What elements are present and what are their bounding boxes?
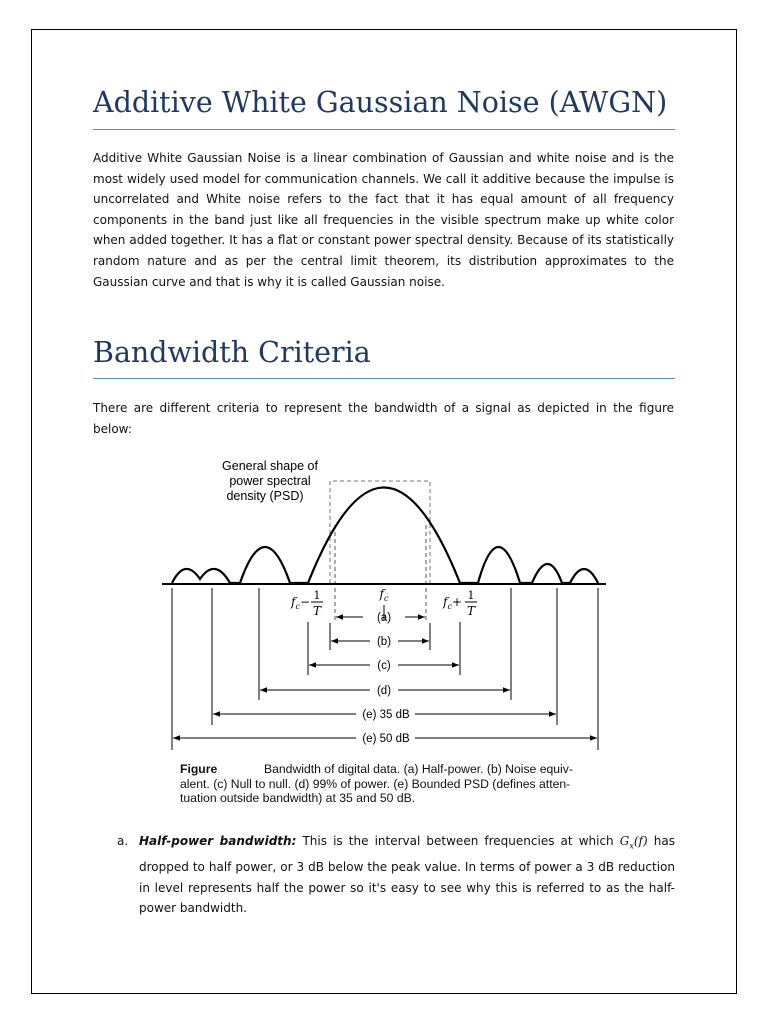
math-gx-f: $G_x(f)$ xyxy=(619,834,648,851)
list-marker: a. xyxy=(117,834,129,848)
fc-plus-one: 1 xyxy=(467,589,475,602)
fc-minus-one: 1 xyxy=(313,589,321,602)
psd-label-line1: General shape of xyxy=(222,459,318,473)
paragraph-awgn: Additive White Gaussian Noise is a linear combination of Gaussian and white noise and is the most widely used model for communication channels. We call it additive because the impulse is uncorrelated and White noise refers to the fact that it has equal amount of all frequency components in the band just like all frequencies in the visible spectrum make up white color when added together. It has a flat or constant power spectral density. Because of its statistically random nature and as per the central limit theorem, its distribution approximates to the Gaussian curve and that is why it is called Gaussian noise. xyxy=(93,151,674,289)
noise-equivalent-box xyxy=(330,481,430,583)
heading-bandwidth-criteria: Bandwidth Criteria xyxy=(93,336,371,369)
heading-rule-bandwidth xyxy=(93,378,675,379)
paragraph-bandwidth-intro: There are different criteria to represent the bandwidth of a signal as depicted in the figure below: xyxy=(93,401,674,436)
heading-rule-awgn xyxy=(93,129,675,130)
caption-line1: Bandwidth of digital data. (a) Half-power. (b) Noise equiv- xyxy=(264,762,573,776)
list-text2: has dropped to half power, or 3 dB below the peak value. In terms of power a 3 dB reduction in level represents half the power so it's easy to see why this is referred to as the half-power bandwidth. xyxy=(139,834,675,916)
fc-center-label: $f_c$ xyxy=(379,587,389,603)
fc-minus-label: $f_c-$ xyxy=(291,595,310,611)
caption-label: Figure xyxy=(180,762,218,776)
heading-awgn: Additive White Gaussian Noise (AWGN) xyxy=(93,86,668,119)
label-b: (b) xyxy=(376,636,392,648)
list-body xyxy=(139,831,675,919)
fc-minus-T: T xyxy=(312,604,322,618)
bandwidth-diagram xyxy=(160,455,610,755)
term-half-power: Half-power bandwidth: xyxy=(139,834,297,848)
label-e50: (e) 50 dB xyxy=(362,733,410,745)
label-c: (c) xyxy=(377,660,391,672)
label-a: (a) xyxy=(376,612,392,624)
psd-label-line3: density (PSD) xyxy=(226,489,304,503)
fc-plus-label: $f_c+$ xyxy=(443,595,462,611)
caption-line3: tuation outside bandwidth) at 35 and 50 dB. xyxy=(180,791,416,805)
fc-plus-T: T xyxy=(466,604,476,618)
list-text1: This is the interval between frequencies at which xyxy=(296,834,620,848)
psd-label-line2: power spectral xyxy=(229,474,311,488)
bandwidth-figure xyxy=(160,455,610,815)
label-d: (d) xyxy=(376,685,392,697)
caption-line2: alent. (c) Null to null. (d) 99% of power. (e) Bounded PSD (defines atten- xyxy=(180,776,571,791)
label-e35: (e) 35 dB xyxy=(362,709,410,721)
figure-caption xyxy=(180,762,580,806)
